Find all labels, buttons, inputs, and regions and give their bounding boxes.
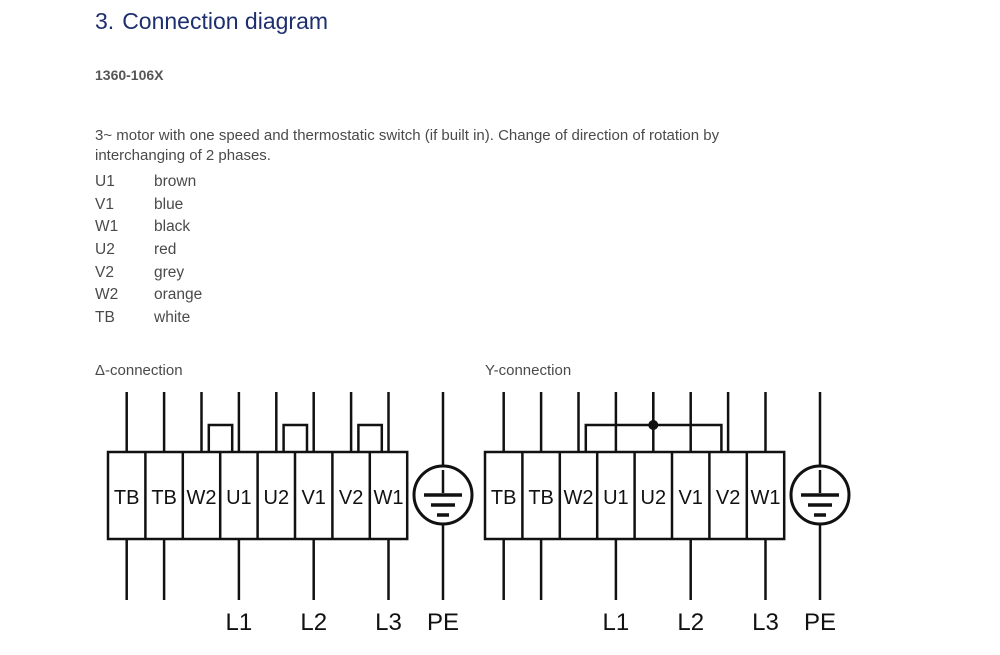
section-number: 3. bbox=[95, 8, 115, 34]
terminal-label: V2 bbox=[715, 487, 741, 509]
star-point bbox=[648, 420, 658, 430]
wire-color: orange bbox=[154, 286, 203, 304]
wire-color: blue bbox=[154, 195, 184, 213]
wire-code: TB bbox=[95, 309, 115, 327]
terminal-label: W1 bbox=[373, 487, 404, 509]
wire-code: U1 bbox=[95, 173, 115, 190]
line-label: L3 bbox=[375, 609, 402, 636]
wire-color: grey bbox=[154, 263, 185, 281]
earth-label: PE bbox=[426, 609, 460, 636]
terminal-label: V2 bbox=[338, 487, 364, 509]
delta-bridge bbox=[358, 425, 381, 452]
wire-code: W2 bbox=[95, 286, 119, 304]
line-label: L2 bbox=[300, 609, 328, 636]
motor-description: 3~ motor with one speed and thermostatic switch (if built in). Change of direction of rotation by interchanging of 2 phases. bbox=[95, 127, 720, 164]
line-label: L3 bbox=[752, 609, 779, 636]
wire-code: U2 bbox=[95, 241, 115, 259]
delta-bridge bbox=[284, 425, 307, 452]
terminal-label: W2 bbox=[186, 487, 217, 509]
wire-color: white bbox=[154, 309, 191, 327]
terminal-label: V1 bbox=[301, 487, 326, 509]
line-label: L1 bbox=[225, 609, 253, 636]
delta-connection-label: Δ-connection bbox=[95, 362, 183, 379]
wire-color: red bbox=[154, 241, 177, 259]
terminal-label: U2 bbox=[640, 487, 667, 509]
terminal-label: U1 bbox=[603, 487, 629, 509]
terminal-label: V1 bbox=[678, 487, 703, 509]
terminal-label: U1 bbox=[226, 487, 252, 509]
line-label: L1 bbox=[602, 609, 630, 636]
earth-label: PE bbox=[803, 609, 837, 636]
terminal-label: W1 bbox=[750, 487, 781, 509]
model-number: 1360-106X bbox=[95, 67, 164, 83]
terminal-label: W2 bbox=[563, 487, 594, 509]
wire-code: W1 bbox=[95, 218, 119, 236]
delta-bridge bbox=[209, 425, 232, 452]
terminal-label: TB bbox=[490, 487, 517, 509]
wire-code: V2 bbox=[95, 263, 114, 281]
star-diagram bbox=[485, 392, 849, 636]
terminal-label: TB bbox=[113, 487, 140, 509]
terminal-label: U2 bbox=[263, 487, 290, 509]
terminal-label: TB bbox=[151, 487, 177, 509]
wire-color: brown bbox=[154, 173, 197, 190]
wire-color: black bbox=[154, 218, 191, 236]
star-connection-label: Y-connection bbox=[485, 362, 572, 379]
line-label: L2 bbox=[677, 609, 705, 636]
delta-diagram bbox=[108, 392, 472, 636]
terminal-label: TB bbox=[528, 487, 554, 509]
wire-code: V1 bbox=[95, 195, 114, 213]
section-title: Connection diagram bbox=[122, 8, 329, 34]
